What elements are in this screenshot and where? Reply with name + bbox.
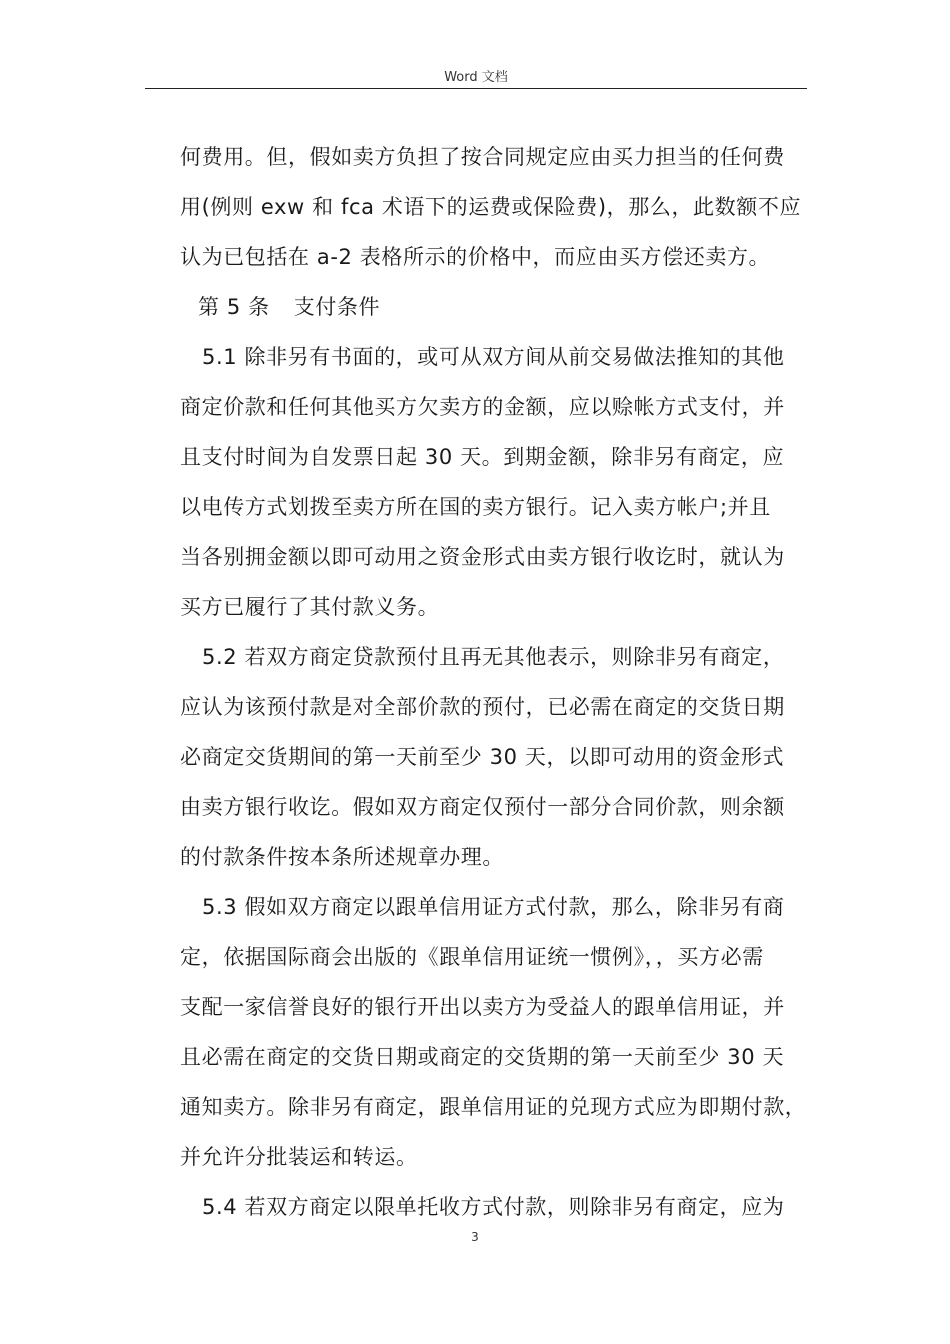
text-line: 以电传方式划拨至卖方所在国的卖方银行。记入卖方帐户;并且 (180, 495, 771, 519)
text-line: 买方已履行了其付款义务。 (180, 595, 440, 619)
text-line: 且必需在商定的交货日期或商定的交货期的第一天前至少 30 天 (180, 1045, 785, 1069)
paragraph-start: 5.4 若双方商定以限单托收方式付款，则除非另有商定，应为 (202, 1195, 785, 1219)
page-number: 3 (471, 1230, 479, 1244)
paragraph-start: 5.1 除非另有书面的，或可从双方间从前交易做法推知的其他 (202, 345, 785, 369)
text-line: 用(例则 exw 和 fca 术语下的运费或保险费)，那么，此数额不应 (180, 195, 802, 219)
text-line: 定，依据国际商会出版的《跟单信用证统一惯例》，，买方必需 (180, 945, 764, 969)
text-line: 商定价款和任何其他买方欠卖方的金额，应以赊帐方式支付，并 (180, 395, 785, 419)
text-line: 支配一家信誉良好的银行开出以卖方为受益人的跟单信用证，并 (180, 995, 785, 1019)
text-line: 何费用。但，假如卖方负担了按合同规定应由买力担当的任何费 (180, 145, 785, 169)
text-line: 应认为该预付款是对全部价款的预付，已必需在商定的交货日期 (180, 695, 785, 719)
article-title: 支付条件 (293, 295, 381, 319)
text-line: 由卖方银行收讫。假如双方商定仅预付一部分合同价款，则余额 (180, 795, 785, 819)
text-line: 必商定交货期间的第一天前至少 30 天，以即可动用的资金形式 (180, 745, 785, 769)
text-line: 通知卖方。除非另有商定，跟单信用证的兑现方式应为即期付款， (180, 1095, 807, 1119)
text-line: 认为已包括在 a-2 表格所示的价格中，而应由买方偿还卖方。 (180, 245, 771, 269)
text-line: 当各别拥金额以即可动用之资金形式由卖方银行收讫时，就认为 (180, 545, 785, 569)
document-body (180, 132, 810, 1232)
text-line: 且支付时间为自发票日起 30 天。到期金额，除非另有商定，应 (180, 445, 785, 469)
article-number: 第 5 条 (198, 295, 270, 319)
text-line: 并允许分批装运和转运。 (180, 1145, 418, 1169)
text-line: 的付款条件按本条所述规章办理。 (180, 845, 504, 869)
paragraph-start: 5.2 若双方商定贷款预付且再无其他表示，则除非另有商定， (202, 645, 785, 669)
page-header: Word 文档 (444, 70, 508, 85)
paragraph-start: 5.3 假如双方商定以跟单信用证方式付款，那么，除非另有商 (202, 895, 785, 919)
header-divider (145, 88, 807, 89)
article-heading (180, 282, 810, 332)
